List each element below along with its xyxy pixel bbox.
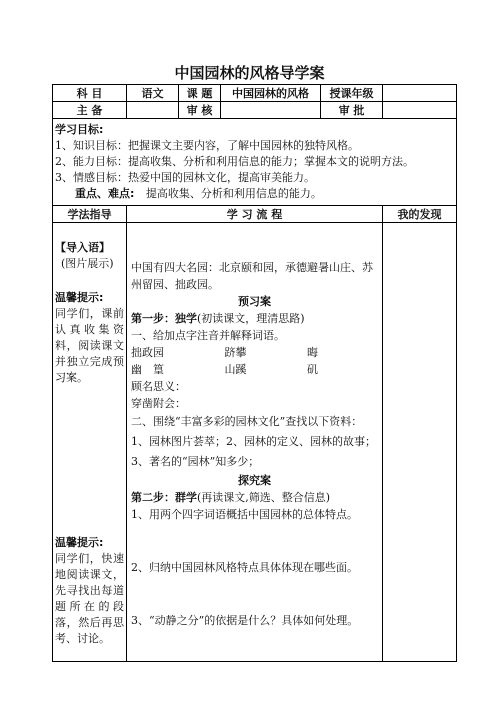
goal-ability: 2、能力目标：提高收集、分析和利用信息的能力；掌握本文的说明方法。 <box>55 155 414 168</box>
grade-value <box>383 85 457 102</box>
intro-note: (图片展示) <box>61 256 114 270</box>
subject-value: 语文 <box>127 85 179 102</box>
my-findings-cell[interactable] <box>383 223 457 662</box>
word-gumingsiyi: 顾名思义： <box>131 379 186 393</box>
question-2: 2、归纳中国园林风格特点具体体现在哪些面。 <box>131 560 358 574</box>
step-2 <box>131 489 378 506</box>
column-learning-flow: 学 习 流 程 <box>127 206 383 223</box>
study-guide-table <box>52 84 457 662</box>
question-1: 1、用两个四字词语概括中国园林的总体特点。 <box>131 507 358 521</box>
intro-heading: 【导入语】 <box>55 240 110 254</box>
step-2-label: 第二步：群学 <box>131 490 197 504</box>
topic-value: 中国园林的风格 <box>221 85 321 102</box>
column-header-row <box>53 206 457 223</box>
step-1-label: 第一步：独学 <box>131 311 197 325</box>
learning-flow-cell <box>127 223 383 662</box>
words-row-1 <box>131 344 378 361</box>
task-2: 二、围绕“丰富多彩的园林文化”查找以下资料：1、园林图片荟萃；2、园林的定义、园林的故事； 3、著名的“园林”知多少； <box>131 414 382 468</box>
step-1 <box>131 310 378 327</box>
intro-text: 中国有四大名园：北京颐和园，承德避暑山庄、苏州留园、拙政园。 <box>131 260 373 291</box>
word-6: 矶 <box>307 362 318 376</box>
topic-label: 课 题 <box>179 85 221 102</box>
column-my-findings: 我的发现 <box>383 206 457 223</box>
word-2: 跻攀 <box>224 345 247 359</box>
key-points-text: 提高收集、分析和利用信息的能力。 <box>145 187 322 200</box>
column-method-guide: 学法指导 <box>53 206 127 223</box>
preparer-value <box>127 102 179 119</box>
header-row-2 <box>53 102 457 119</box>
grade-label: 授课年级 <box>321 85 383 102</box>
word-chuanzaofuhui: 穿凿附会： <box>131 396 186 410</box>
method-guide-cell <box>53 223 127 662</box>
word-3: 晦 <box>307 345 318 359</box>
content-row <box>53 223 457 662</box>
subject-label: 科 目 <box>53 85 127 102</box>
word-5: 山蹊 <box>224 362 247 376</box>
approve-value <box>383 102 457 119</box>
word-1: 拙政园 <box>131 345 164 359</box>
preview-title: 预习案 <box>238 294 271 308</box>
tip-1-text: 同学们，课前认真收集资料，阅读课文并独立完成预习案。 <box>55 306 124 384</box>
review-value <box>221 102 321 119</box>
key-points <box>55 186 454 202</box>
step-1-note: (初读课文，理清思路) <box>197 311 305 325</box>
tip-1-title: 温馨提示: <box>55 290 104 304</box>
header-row-1 <box>53 85 457 102</box>
document-title: 中国园林的风格导学案 <box>174 64 325 82</box>
word-4: 幽 篁 <box>131 362 164 376</box>
words-row-2 <box>131 361 378 378</box>
tip-2-text: 同学们，快速地阅读课文，先寻找出每道题所在的段落，然后再思考、讨论。 <box>55 551 124 645</box>
goals-row <box>53 119 457 206</box>
goals-heading: 学习目标: <box>55 123 104 136</box>
tip-2-title: 温馨提示: <box>55 535 104 549</box>
review-label: 审 核 <box>179 102 221 119</box>
approve-label: 审 批 <box>321 102 383 119</box>
step-2-note: (再读课文,筛选、整合信息) <box>197 490 331 504</box>
question-3: 3、“动静之分”的依据是什么？具体如何处理。 <box>131 613 359 627</box>
goal-knowledge: 1、知识目标：把握课文主要内容，了解中国园林的独特风格。 <box>55 139 359 152</box>
task-1: 一、给加点字注音并解释词语。 <box>131 328 285 342</box>
learning-goals <box>53 119 457 206</box>
key-points-label: 重点、难点: <box>75 187 135 200</box>
explore-title: 探究案 <box>238 473 271 487</box>
preparer-label: 主 备 <box>53 102 127 119</box>
goal-emotion: 3、情感目标：热爱中国的园林文化，提高审美能力。 <box>55 171 315 184</box>
